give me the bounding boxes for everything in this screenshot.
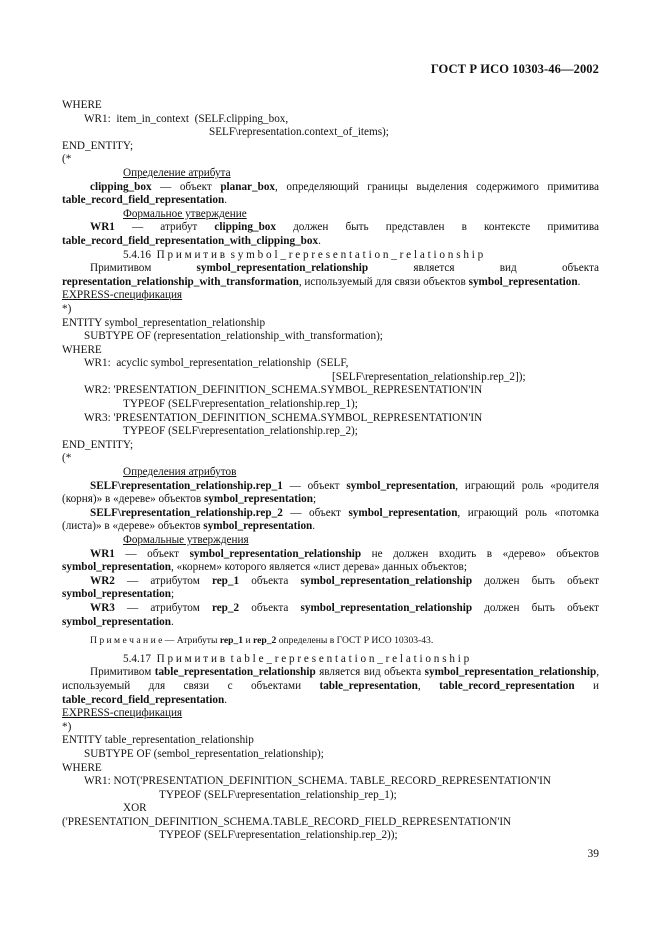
subtype-declaration: SUBTYPE OF (representation_relationship_with_transformation); [84, 330, 383, 343]
attribute-definitions-heading: Определения атрибутов [123, 466, 237, 479]
section-intro: Примитивом table_representation_relationship является вид объекта symbol_representation_relationship, используемый для связи с объектами table_representation, table_record_representation и table_record_field_representation. [62, 666, 599, 706]
attribute-rep2: SELF\representation_relationship.rep_2 — объект symbol_representation, играющий роль «потомка (листа)» в «дереве» объектов symbol_representation. [62, 506, 599, 533]
section-intro: Примитивом symbol_representation_relationship является вид объекта representation_relationship_with_transformation, используемый для связи объектов symbol_representation. [62, 262, 599, 288]
page-number: 39 [587, 848, 599, 860]
code-line: SELF\representation.context_of_items); [209, 126, 389, 139]
code-line: WR1: acyclic symbol_representation_relationship (SELF, [84, 357, 349, 370]
xor-keyword: XOR [123, 802, 147, 815]
code-line: TYPEOF (SELF\representation_relationship.rep_2); [123, 425, 358, 438]
formal-statement-text: WR1 — атрибут clipping_box должен быть представлен в контексте примитива table_record_field_representation_with_clipping_box. [62, 221, 599, 247]
attribute-definition-heading: Определение атрибута [123, 166, 231, 179]
code-line: ('PRESENTATION_DEFINITION_SCHEMA.TABLE_RECORD_FIELD_REPRESENTATION'IN [62, 815, 512, 828]
end-entity: END_ENTITY; [62, 438, 134, 451]
comment-close: *) [62, 720, 72, 733]
code-line: TYPEOF (SELF\representation_relationship.rep_2)); [159, 829, 398, 842]
comment-close: *) [62, 302, 72, 315]
page-header: ГОСТ Р ИСО 10303-46—2002 [430, 62, 599, 76]
code-line: [SELF\representation_relationship.rep_2]); [332, 370, 526, 383]
where-keyword: WHERE [62, 761, 102, 774]
code-line: WR1: NOT('PRESENTATION_DEFINITION_SCHEMA. TABLE_RECORD_REPRESENTATION'IN [84, 775, 551, 788]
attribute-rep1: SELF\representation_relationship.rep_1 — объект symbol_representation, играющий роль «родителя (корня)» в «дереве» объектов symbol_representation; [62, 479, 600, 506]
formal-wr2: WR2 — атрибутом rep_1 объекта symbol_representation_relationship должен быть объект symbol_representation; [62, 574, 599, 601]
code-line: TYPEOF (SELF\representation_relationship.rep_1); [123, 398, 358, 411]
comment-open: (* [62, 452, 72, 465]
section-heading-5-4-17: 5.4.17 П р и м и т и в t a b l e _ r e p r e s e n t a t i o n _ r e l a t i o n s h i p [123, 652, 470, 665]
formal-statements-heading: Формальные утверждения [123, 534, 249, 546]
attribute-definition-text: clipping_box — объект planar_box, определяющий границы выделения содержимого примитива table_record_field_representation. [62, 180, 600, 207]
where-keyword: WHERE [62, 343, 102, 356]
where-keyword: WHERE [62, 99, 102, 111]
code-line: WR2: 'PRESENTATION_DEFINITION_SCHEMA.SYMBOL_REPRESENTATION'IN [84, 384, 483, 397]
code-line: WR1: item_in_context (SELF.clipping_box, [84, 112, 289, 125]
comment-open: (* [62, 153, 72, 166]
section-heading-5-4-16: 5.4.16 П р и м и т и в s y m b o l _ r e p r e s e n t a t i o n _ r e l a t i o n s h i p [123, 248, 484, 261]
formal-wr3: WR3 — атрибутом rep_2 объекта symbol_representation_relationship должен быть объект symbol_representation. [62, 601, 599, 628]
formal-statement-heading: Формальное утверждение [123, 207, 247, 220]
entity-declaration: ENTITY symbol_representation_relationship [62, 316, 266, 329]
formal-wr1: WR1 — объект symbol_representation_relationship не должен входить в «дерево» объектов symbol_representation, «корнем» которого является «лист дерева» данных объектов; [62, 547, 599, 574]
note: П р и м е ч а н и е — Атрибуты rep_1 и rep_2 определены в ГОСТ Р ИСО 10303-43. [90, 635, 434, 647]
express-heading: EXPRESS-спецификация [62, 289, 183, 302]
entity-declaration: ENTITY table_representation_relationship [62, 734, 254, 747]
code-line: WR3: 'PRESENTATION_DEFINITION_SCHEMA.SYMBOL_REPRESENTATION'IN [84, 411, 483, 424]
page-body [62, 99, 599, 843]
end-entity: END_ENTITY; [62, 139, 134, 152]
express-heading: EXPRESS-спецификация [62, 707, 183, 720]
code-line: TYPEOF (SELF\representation_relationship_rep_1); [159, 788, 397, 801]
subtype-declaration: SUBTYPE OF (sembol_representation_relationship); [84, 747, 324, 760]
